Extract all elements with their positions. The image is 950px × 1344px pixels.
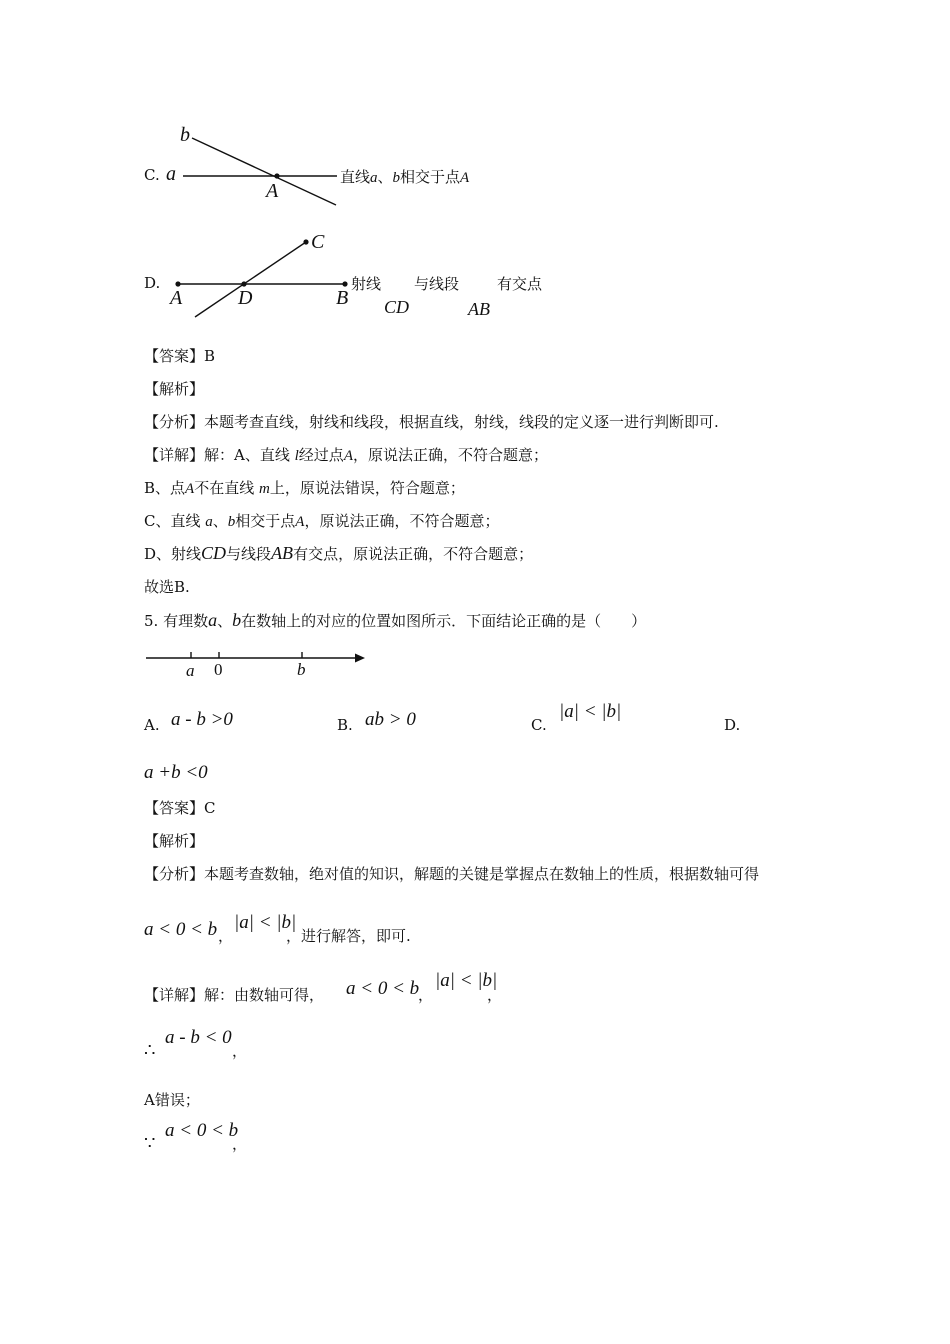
option-a-expr: a - b >0 (171, 709, 233, 730)
option-a-letter: A. (144, 716, 160, 734)
label-a: a (166, 163, 176, 185)
caption-ray: 射线 (351, 275, 382, 293)
q4-fenxi: 【分析】本题考查直线，射线和线段，根据直线，射线，线段的定义逐一进行判断即可. (144, 413, 719, 431)
q4-detail-1: 【详解】解：A、直线 l经过点A，原说法正确，不符合题意； (144, 446, 548, 464)
option-c-caption: 直线a、b相交于点A (340, 168, 470, 186)
q5-stem: 5. 有理数a、b在数轴上的对应的位置如图所示．下面结论正确的是（ ） (144, 610, 647, 630)
caption-has-intersection: 有交点 (497, 275, 543, 293)
caption-CD: CD (384, 297, 410, 317)
q4-answer: 【答案】B (144, 347, 216, 365)
q4-conclusion: 故选B. (144, 578, 190, 596)
option-b-expr: ab > 0 (365, 709, 416, 730)
label-D: D (238, 287, 253, 309)
axis-label-a: a (186, 661, 195, 680)
q5-a-wrong: A错误； (144, 1091, 200, 1109)
q5-fenxi-comma: ， (218, 927, 234, 945)
option-d-expr: a +b <0 (144, 762, 208, 783)
option-b-letter: B. (337, 716, 353, 734)
q5-fenxi-expr1: a < 0 < b (144, 919, 218, 940)
axis-label-0: 0 (214, 660, 223, 679)
therefore-expr: a - b < 0 (165, 1027, 232, 1048)
because-tail: ， (232, 1135, 248, 1153)
q5-detail-expr1: a < 0 < b (346, 978, 420, 999)
q5-fenxi-tail: ，进行解答，即可. (286, 927, 411, 945)
q5-fenxi-expr2: |a| < |b| (234, 912, 297, 933)
axis-arrow (355, 654, 365, 663)
option-d-letter: D. (724, 716, 741, 734)
caption-AB: AB (468, 299, 490, 319)
q4-detail-4: D、射线CD与线段AB有交点，原说法正确，不符合题意； (144, 543, 534, 563)
label-A: A (170, 287, 183, 309)
therefore-tail: ， (232, 1042, 248, 1060)
because-expr: a < 0 < b (165, 1120, 239, 1141)
q5-answer: 【答案】C (144, 799, 216, 817)
caption-with-segment: 与线段 (414, 275, 460, 293)
label-C: C (311, 231, 325, 253)
q5-detail-tail: ， (487, 986, 503, 1004)
option-d-letter: D. (144, 274, 161, 292)
because-symbol: ∵ (144, 1133, 156, 1154)
q5-analysis-heading: 【解析】 (144, 832, 205, 850)
q4-detail-3: C、直线 a、b相交于点A，原说法正确，不符合题意； (144, 512, 500, 530)
therefore-symbol: ∴ (144, 1040, 156, 1061)
axis-label-b: b (297, 660, 306, 679)
label-A: A (266, 180, 279, 202)
q4-analysis-heading: 【解析】 (144, 380, 205, 398)
option-c-expr: |a| < |b| (559, 701, 622, 722)
q4-detail-2: B、点A不在直线 m上，原说法错误，符合题意； (144, 479, 465, 497)
label-B: B (336, 287, 349, 309)
q5-detail-expr2: |a| < |b| (435, 970, 498, 991)
label-b: b (180, 124, 190, 146)
option-c-letter: C. (144, 166, 160, 184)
q5-detail-pre: 【详解】解：由数轴可得， (144, 986, 325, 1004)
q5-detail-comma: ， (418, 986, 434, 1004)
q5-fenxi: 【分析】本题考查数轴，绝对值的知识，解题的关键是掌握点在数轴上的性质，根据数轴可得 (144, 865, 760, 883)
option-c-letter: C. (531, 716, 547, 734)
